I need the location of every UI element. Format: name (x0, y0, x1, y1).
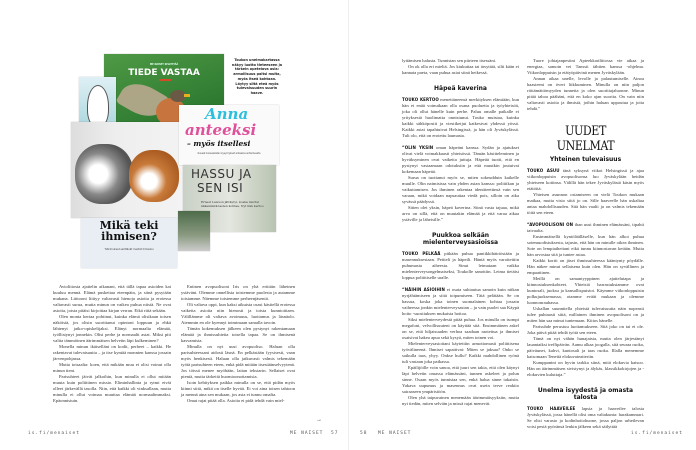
body-column-2 (527, 58, 644, 430)
footer-magazine-name: ME NAISET (378, 431, 412, 436)
continue-arrow-icon: → (316, 417, 322, 423)
paragraph (527, 276, 644, 306)
sleeping-dogs-photo (71, 122, 183, 218)
paragraph-text: tänä syksynä viikot Helsingissä ja ajaa viikonloppuisin avopuolisonsa luo Jyväskylään heidän yhteiseen kotiinsa. Välillä hän tekee Jyväskylästä käsin myös etätöitä. (527, 168, 645, 191)
paragraph (402, 251, 519, 281)
paragraph: Tämän kokemuksen jälkeen olen pystynyt rakentamaan elämää ja ihmissuhteita toisella tapaa. Se on ihmisenä kasvamista. (181, 326, 295, 343)
footer-url: is.fi/menaiset (631, 431, 683, 436)
paragraph: Minulla on nyt uusi avopuoliso. Haluan olla parisuhteessani aidosti läsnä. En pelkästään fyysisesti, vaan myös henkisesti. Haluan olla jatkuvasti valmis tekemään työtä parisuhteen eteen, enkä pidä mitään itsestäänselvyytenä. Jos töissä menee myöhään, laitan tekstarin. Sellaiset ovat pieniä, mutta tärkeitä huomioonottamisia. (181, 344, 295, 379)
paragraph (527, 324, 644, 336)
clipping-title-line2: SEN ISI (197, 181, 244, 195)
paragraph (402, 365, 519, 395)
clipping-title-line1: HASSU JA (191, 167, 252, 181)
moomin-drawing (87, 85, 109, 127)
paragraph (402, 145, 519, 175)
paragraph (402, 317, 519, 341)
body-column-2 (181, 284, 295, 404)
paragraph: Annan aikaa unelle, levolle ja palautumiselle. Ainoa haasteeni on överi liikkuminen. Minulla on niin paljon riittämättömyyden tunnetta ja olen suorittajaluonne. Minun pitää tahoa päähäni, että en koko ajan suorita. On vain niin valtavasti asioita ja ihmisiä, joihin haluan uppoutua ja joita tehdä.” (527, 76, 644, 111)
page-number: 58 (360, 431, 368, 436)
paragraph (527, 336, 644, 360)
body-column-1 (53, 284, 171, 404)
paragraph: Avioliitosta ajattelin aikanani, että tällä tapaa asioiden kai kuuluu mennä. Elämä puskettaa eteenpäin, ja siinä pysytään mukana. Liittooni liittyy valtavasti hienoja asioita ja erotessa valtavasti surua, mutta minun on vaikea puhua niistä. Ne ovat asioita, joista pitäisi kirjoittaa kirjan verran. Eikä riitä sekään. (53, 284, 171, 313)
paragraph-text: Meillä on samantyyppinen ajattelutapa ja kiinnostuksenkohteet. Yhteisiä harrastuksiamme ovat kuntosali, juoksu ja kansallispuistot. Käymme viikonloppuisin polkujuoksemassa, otamme eväät mukaan ja olemme luonnonrauhassa. (527, 276, 644, 305)
photo-caption: Toukon unelmakartassa näkyy luotto tieteeseen ja tärkein opetelava asia: armollisuus paitsi muita, myös itseä kohtaan. Löytyy siitä eteä myös tulevaisuuden suurin haave. (231, 58, 283, 95)
subheading: Häpeä kaverina (434, 85, 487, 92)
paragraph (402, 341, 519, 365)
paragraph-text: Kaikki kortit on jäsei ihmissuhteessa kääntynty pöydälle. Hän näkee minut sellaisena kuin olen. Hän on syvällinen ja empaattinen. (527, 258, 644, 275)
anna-anteeksi-clipping (179, 105, 279, 165)
clipping-title-line1: Anna (205, 105, 249, 123)
paragraph-text: pitkään puhua paniikkihäiriöstään ja masennuksestaan. Peitteli ja häpeili. Häntä myös varoitettiin puhumasta aiheesta. Sinut leimataan vaikka mielenterveysongelmaiseksi, Toukolle sanottiin. Leima tietäisi loppua poliittiselle uralle. (402, 251, 519, 280)
page-number: 57 (331, 431, 339, 436)
paragraph: Entinen avopuolisoni Iris on yhä erittäin läheinen ystäväni. Olemme onnellisia toistemme puolesta ja autamme toisiamme. Näemme toistemme perheenjäseniä. (181, 284, 295, 301)
subheading: Puukkoa selkään mielenterveysasioissa (422, 232, 499, 246)
clipping-title-line3: – myös itsellesi (187, 139, 251, 148)
paragraph (402, 205, 519, 223)
right-page (348, 0, 696, 450)
paragraph (527, 168, 644, 192)
paragraph-text: lapsia ja haaveilee talosta Jyväskylässä, jossa hänellä olisi oma valtakunta: harakammari. Se olisi varasto ja kodinhoitohuone, jossa paljon urheilevan voisi pestä pyöränsä lenkin jälkeen sekä säilyttää (527, 406, 644, 429)
paragraph: Parisuhteet jäivät jalkoihin, kun minulla ei ollut mitään muuta kuin poliittinen missio. Eliminhallinta ja rytmi eivät olleet järkevällä tasolla. Niin, että kaikki oli vinksallaan, mutta minulla ei ollut voimaa muuttaa elämää normaalimmaksi. Epäonnistuin. (53, 374, 171, 403)
subheading: Yhteinen tulevaisuus (549, 156, 622, 163)
lead-in: TOUKO HAAVEILEE (527, 406, 576, 411)
paragraph-text: Siksi mielenterveydestä pitää puhua. Jos minulla on isompi megafoni, velvollisuuteni on käyttää sitä. Ensimmäinen askel on se, että hiljaisuuden verhoa saadaan raotettua ja ihmiset osaisivat hakea apua sekä kysyä, miten toinen voi. (402, 317, 519, 340)
paragraph-text: Kumppanini on hyvin tarkka siinä, mitä elokuvia katsoo. Hän on äärimmäisen sivistynyt ja älykäs, klassikkokirjojen ja -elokuvien kuluttaja.” (527, 360, 644, 377)
lead-in: “AVOPUOLISONI ON (527, 222, 574, 227)
paragraph (527, 406, 644, 430)
paragraph (527, 258, 644, 276)
paragraph-text: Yhteisen asunnon ostamiseen on vielä Toukon mukaan matkaa, mutta visio siitä jo on. Sille haaveelle hän uskaltaa antaa mahdollisuuden. Sitä hän vaalii ja on valmis tekemään töitä sen eteen. (527, 192, 644, 215)
lead-in: “OLIN YKSIN (402, 145, 434, 150)
paragraph-text: Olen yhä taipuvainen menemään äärimmäisyyksiin, mutta nyt tiedän, miten selviän ja missä rajat menevät. (402, 395, 519, 406)
clipping-subtitle: Ernest Lawson jättäytyi, koska murtui näkemästä lasten kohtaa. Nyt hän kertoo (201, 200, 264, 209)
clipping-subtitle: Tutkimukset selittävät meidät ihmisiksi (104, 248, 154, 251)
paragraph: lyttämisen halusta. Tunnistan sen piirteen itsessäni. (402, 58, 497, 63)
paragraph (527, 306, 644, 324)
clipping-subtitle: Kuuset kansalaisten kysymykset anteeksi-antamisesta (197, 152, 261, 155)
paragraph-text: Epäilijöille voin sanoa, että juuri sen takia, että olen käynyt läpi helvetin omassa elämässäni, tunnen askeleet ja polun sinne. Osaan myös tunnistaa sen, enkä halua sinne takaisin. Yakava uupumus ja masennus ovat usein terve reaktio sairaaseen ympäristöön. (402, 365, 519, 394)
clipping-title: Mikä teki ihmisen? (99, 219, 159, 243)
paragraph (527, 192, 644, 216)
clipping-kicker: ME NAISET SELVITTÄÄ (149, 63, 179, 66)
clipping-title: TIEDE VASTAA (128, 68, 200, 78)
paragraph-text: ei osata suhtautua samoin kuin niikan nyrjähtämiseen ja siitä toipumiseen. Tätä pelätään. Se on hassua, koska joka toinen suomalainen kohtaa jossain vaiheessa jonkin mielenterveysasian – ja vain puolet saa Käypä hoito -suosituksen mukaista hoitoa. (402, 287, 520, 316)
paragraph (402, 287, 519, 317)
footer-magazine-name: ME NAISET (290, 431, 324, 436)
paragraph-text: ihan uusi ihminen elämässäni, tipahti taivaalta. (527, 222, 645, 233)
paragraph (402, 175, 519, 205)
paragraph-text: Uskallan suunnitella yhteistä tulevaisuutta näin nopeasti tulee puhtaasti siitä, millainen ihminen avopuolisoni on ja miten hän saa minut tuntemaan. Kiitos hänelle. (527, 306, 644, 323)
paragraph (402, 395, 519, 407)
paragraph-text: menettäneensä merkityksen elämiään, kun hän ei enää voinutkaan olla osana puoluetta ja työyhteisöä, joka oli ollut hänelle kuin perhe. Paluu omalle paikalle ei yrityksestä huolimatta onnistunut. Touko muistaa, kuinka kaikki sähköpostit ja viestiketjut katkesivat yhdessä yössä. Kaikki asiat tapahtuivat Helsingissä, ja hän oli Jyväskylässä. Tuli olo, että on erotettu laumasta. (402, 97, 519, 138)
lead-in: TOUKO KERTOO (402, 97, 439, 102)
paragraph: Oli valtava oppi, kun kaksi aikuista osasi käsitellä erotessa vaikeita asioita niin hienosti ja toista kunnioittaen. Välillämme oli valtava avoimuus, luottamus ja läsnäolo. Aiemmin en ole kyennyt toimimaan samalla tavoin. (181, 302, 295, 325)
paragraph-text: oman häpeäni kanssa. Sydän ja ajatukset olivat vielä voimakkaasti yhteisössä. Tämän käsitteleminen ja hyväksyminen ovat vaikeita juttuja. Häpeää tuotti, että en pystynyt vastaamaan odotuksiin ja että muutkin joutuivat kokemaan häpeää. (402, 145, 519, 174)
paragraph: Isoin kehityksen paikka minulla on se, että pidän myös kiinni siitä, mikä on itselle hyvää. Ei voi aina toisen tahtoon ja mennä aina sen mukaan, jos asia ei tunnu omalta. (181, 380, 295, 397)
paragraph (527, 234, 644, 258)
body-column-1 (402, 58, 519, 407)
paragraph: On ok olla eri mieltä. Jos kiukuttaa tai ärsyttää, silti kään ei kannata paeta, vaan puhua asiat siinä hetkessä. (402, 64, 519, 75)
paragraph-text: Surua on tuottanut myös se, miten sokeudduin kaikelle muulle. Olin naimisissa vain yhden asian kanssa: politiikan ja vaikuttamisen. Jos ihminen rakentaa identiteettinsä vain sen varaan, mikä voidaan napsauttaa viedä pois, silloin on aika syvässä päädyssä. (402, 175, 519, 204)
paragraph (402, 97, 519, 139)
paragraph: Olen monta kertaa pohtinut, kuinka elämä olisikaan toisen näköistä, jos olisin suorittanut opintoni loppuun ja ehkä lähtenyt jatko-opiskelijaksi. Elänyt normaalia elämää, työllistynyt jonnekin. Olisi perhe ja normaalit asiat. Miksi piti valita tämmöinen äärimmäisen helvetin läpi kulkeminen? (53, 314, 171, 343)
paragraph-text: Mielenterveysasioitani käytettiin armottomasti poliittisena työvälineenä. Ihmiset sapattivat: Miten se jaksaa? Onko se saikulla taas, yhyy. Onkse hullu? Kaikki mahdollinen ryönä tuli vastaan joka paikassa. (402, 341, 519, 364)
paragraph (527, 222, 644, 234)
running-photo (178, 211, 210, 251)
section-title: UUDET UNELMAT (556, 124, 615, 154)
lead-in: “NÄIHIN ASIOIHIN (402, 287, 445, 292)
paragraph-text: Parisuhde perustuu luottamukseen. Sitä joko on tai ei ole. Joka päivä pitää tehdä työtä sen eteen. (527, 324, 644, 335)
paragraph (527, 360, 644, 378)
clipping-title-line2: anteeksi (185, 121, 257, 139)
paragraph: Mutta toisaalta: koen, että mikään muu ei olisi voinut olla minun tieni. (53, 362, 171, 373)
lead-in: TOUKO ASUU (527, 168, 560, 173)
paragraph-text: Sitten olet yksin, häpeä kaverina. Siinä vasta tajuaa, mikä arvo on sillä, että on muutakin elämää ja että varaa aikaa ystäville ja läheisille.” (402, 205, 519, 222)
lead-in: TOUKO PELKÄÄ (402, 251, 441, 256)
paragraph-text: Ensimmäisellä kyntöläälläselle, kun hän alkoi puhua sotemuodistuksesta, tajusin, että hän on minulle oikea ihminen. Sote on lempiaiheitani eikä tunnu kiinnostavan ketään. Mutta hän arvostaa sitä ja tuntee asiaa. (527, 234, 644, 257)
paragraph: Tuore johtajanpestini Apteekkariliitossa vie aikaa ja energiaa, samoin vei Tanssii tähtien kanssa -ohjelma. Viikonloppuisin ja etätyöpäivinä menen Jyväskylään. (527, 58, 644, 75)
footer-url: is.fi/menaiset (28, 431, 80, 436)
mika-teki-ihmisen-clipping (81, 218, 177, 268)
paragraph: Monella minun ikäiselläni on kodit, perheet – kaikki. He rakentavat tulevaisuutta – ja itse kyntää monnien kanssa jossain järvenpohjassa. (53, 344, 171, 361)
paragraph-text: Tämä on nyt vähän hunajaista, mutta olen järjestänyt lauantaiksi treffipäivän. Aamu alkaa joogalla, sitä seuraa ruoka, päiväunet, kahvi, kuntosali ja taas ruoka. Illalla menemme katsomaan Tenetiä elokuvateatteriin. (527, 336, 644, 359)
subheading: Unelma isyydestä ja omasta talosta (537, 387, 634, 401)
paragraph: Omat rajat pitää olla. Asioita ei pidä tehdä vain miel- (187, 398, 285, 403)
